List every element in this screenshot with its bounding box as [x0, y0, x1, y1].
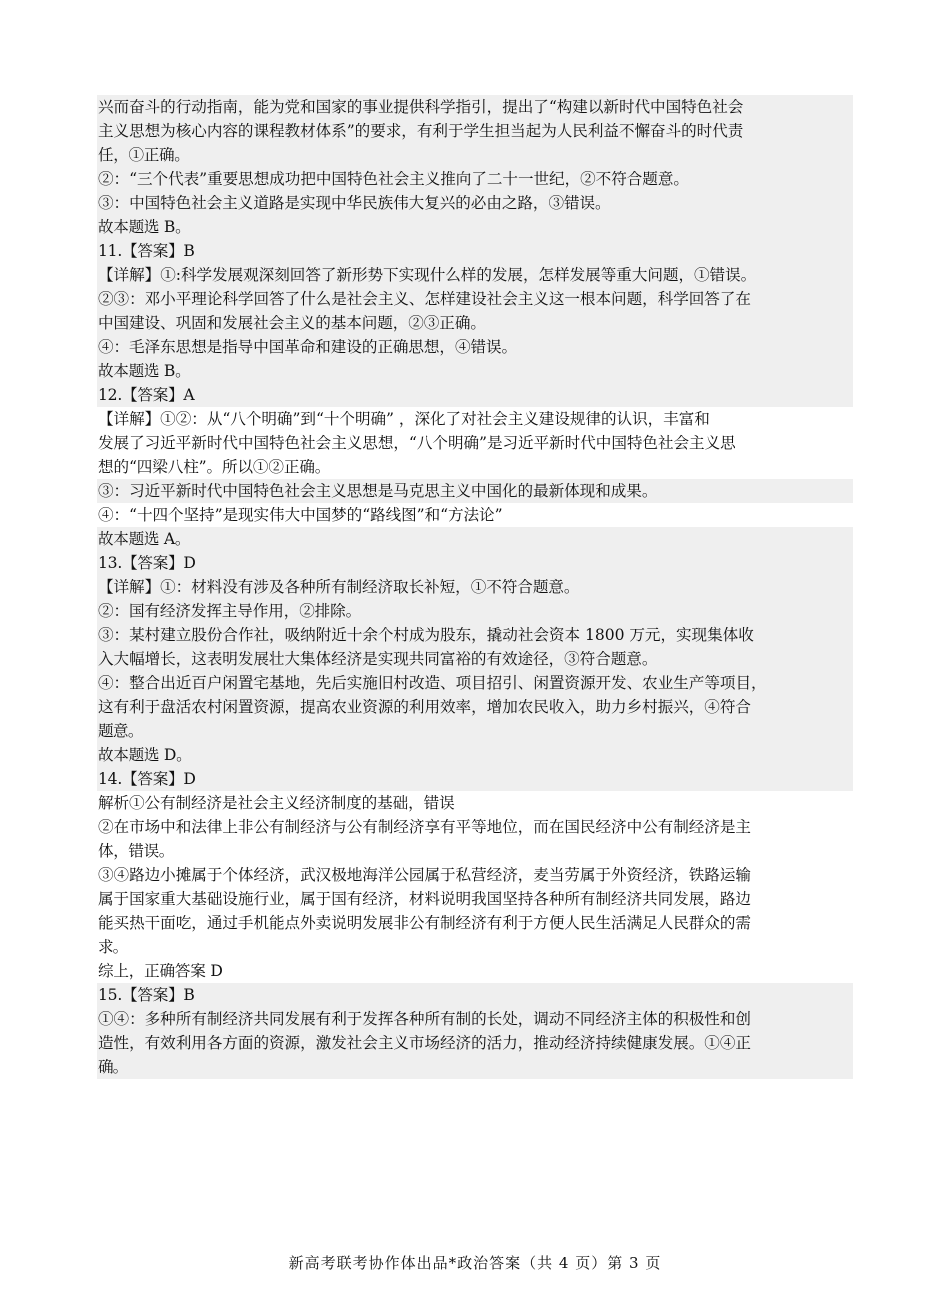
text-line: ②：“三个代表”重要思想成功把中国特色社会主义推向了二十一世纪，②不符合题意。 — [97, 167, 853, 191]
text-line: 任，①正确。 — [97, 143, 853, 167]
text-line: ④：“十四个坚持”是现实伟大中国梦的“路线图”和“方法论” — [98, 506, 503, 524]
text-line: 主义思想为核心内容的课程教材体系”的要求，有利于学生担当起为人民利益不懈奋斗的时代责 — [97, 119, 853, 143]
text-line: 求。 — [98, 938, 128, 956]
text-line: 题意。 — [97, 719, 853, 743]
text-line: ③：中国特色社会主义道路是实现中华民族伟大复兴的必由之路，③错误。 — [97, 191, 853, 215]
text-line: ④：毛泽东思想是指导中国革命和建设的正确思想，④错误。 — [97, 335, 853, 359]
text-line: 【详解】①:科学发展观深刻回答了新形势下实现什么样的发展，怎样发展等重大问题，①错误。 — [97, 263, 853, 287]
text-line: 11.【答案】B — [97, 239, 853, 263]
text-line: 解析①公有制经济是社会主义经济制度的基础，错误 — [98, 794, 455, 812]
text-line: 这有利于盘活农村闲置资源，提高农业资源的利用效率，增加农民收入，助力乡村振兴，④符合 — [97, 695, 853, 719]
text-line: 属于国家重大基础设施行业，属于国有经济，材料说明我国坚持各种所有制经济共同发展，路边 — [98, 890, 751, 908]
text-line: 故本题选 B。 — [97, 215, 853, 239]
text-line: 确。 — [97, 1055, 853, 1079]
text-line: 【详解】①②：从“八个明确”到“十个明确” ，深化了对社会主义建设规律的认识，丰富和 — [98, 410, 710, 428]
text-line: 兴而奋斗的行动指南，能为党和国家的事业提供科学指引，提出了“构建以新时代中国特色社会 — [97, 95, 853, 119]
text-line: 12.【答案】A — [97, 383, 853, 407]
text-line: 故本题选 A。 — [97, 527, 853, 551]
text-line: ③④路边小摊属于个体经济，武汉极地海洋公园属于私营经济，麦当劳属于外资经济，铁路运输 — [98, 866, 751, 884]
text-line: 故本题选 D。 — [97, 743, 853, 767]
text-line: ①④：多种所有制经济共同发展有利于发挥各种所有制的长处，调动不同经济主体的积极性和创 — [97, 1007, 853, 1031]
text-line: 【详解】①：材料没有涉及各种所有制经济取长补短，①不符合题意。 — [97, 575, 853, 599]
text-line: ②在市场中和法律上非公有制经济与公有制经济享有平等地位，而在国民经济中公有制经济是主 — [98, 818, 751, 836]
text-line: ②③：邓小平理论科学回答了什么是社会主义、怎样建设社会主义这一根本问题，科学回答了在 — [97, 287, 853, 311]
answer-text-body — [97, 95, 853, 1079]
text-line: 14.【答案】D — [97, 767, 853, 791]
text-line: 故本题选 B。 — [97, 359, 853, 383]
text-line: 发展了习近平新时代中国特色社会主义思想，“八个明确”是习近平新时代中国特色社会主义思 — [98, 434, 736, 452]
text-line: ②：国有经济发挥主导作用，②排除。 — [97, 599, 853, 623]
text-line: ④：整合出近百户闲置宅基地，先后实施旧村改造、项目招引、闲置资源开发、农业生产等项目， — [97, 671, 853, 695]
text-line: 能买热干面吃，通过手机能点外卖说明发展非公有制经济有利于方便人民生活满足人民群众的需 — [98, 914, 751, 932]
text-line: ③：习近平新时代中国特色社会主义思想是马克思主义中国化的最新体现和成果。 — [97, 479, 853, 503]
text-line: 综上，正确答案 D — [98, 962, 223, 980]
text-line: 13.【答案】D — [97, 551, 853, 575]
text-line: ③：某村建立股份合作社，吸纳附近十余个村成为股东，撬动社会资本 1800 万元，实现集体收 — [97, 623, 853, 647]
text-line: 入大幅增长，这表明发展壮大集体经济是实现共同富裕的有效途径，③符合题意。 — [97, 647, 853, 671]
text-line: 想的“四梁八柱”。所以①②正确。 — [98, 458, 331, 476]
text-line: 中国建设、巩固和发展社会主义的基本问题，②③正确。 — [97, 311, 853, 335]
text-line: 15.【答案】B — [97, 983, 853, 1007]
page-footer: 新高考联考协作体出品*政治答案（共 4 页）第 3 页 — [288, 1254, 662, 1272]
text-line: 体，错误。 — [98, 842, 174, 860]
text-line: 造性，有效利用各方面的资源，激发社会主义市场经济的活力，推动经济持续健康发展。①④正 — [97, 1031, 853, 1055]
